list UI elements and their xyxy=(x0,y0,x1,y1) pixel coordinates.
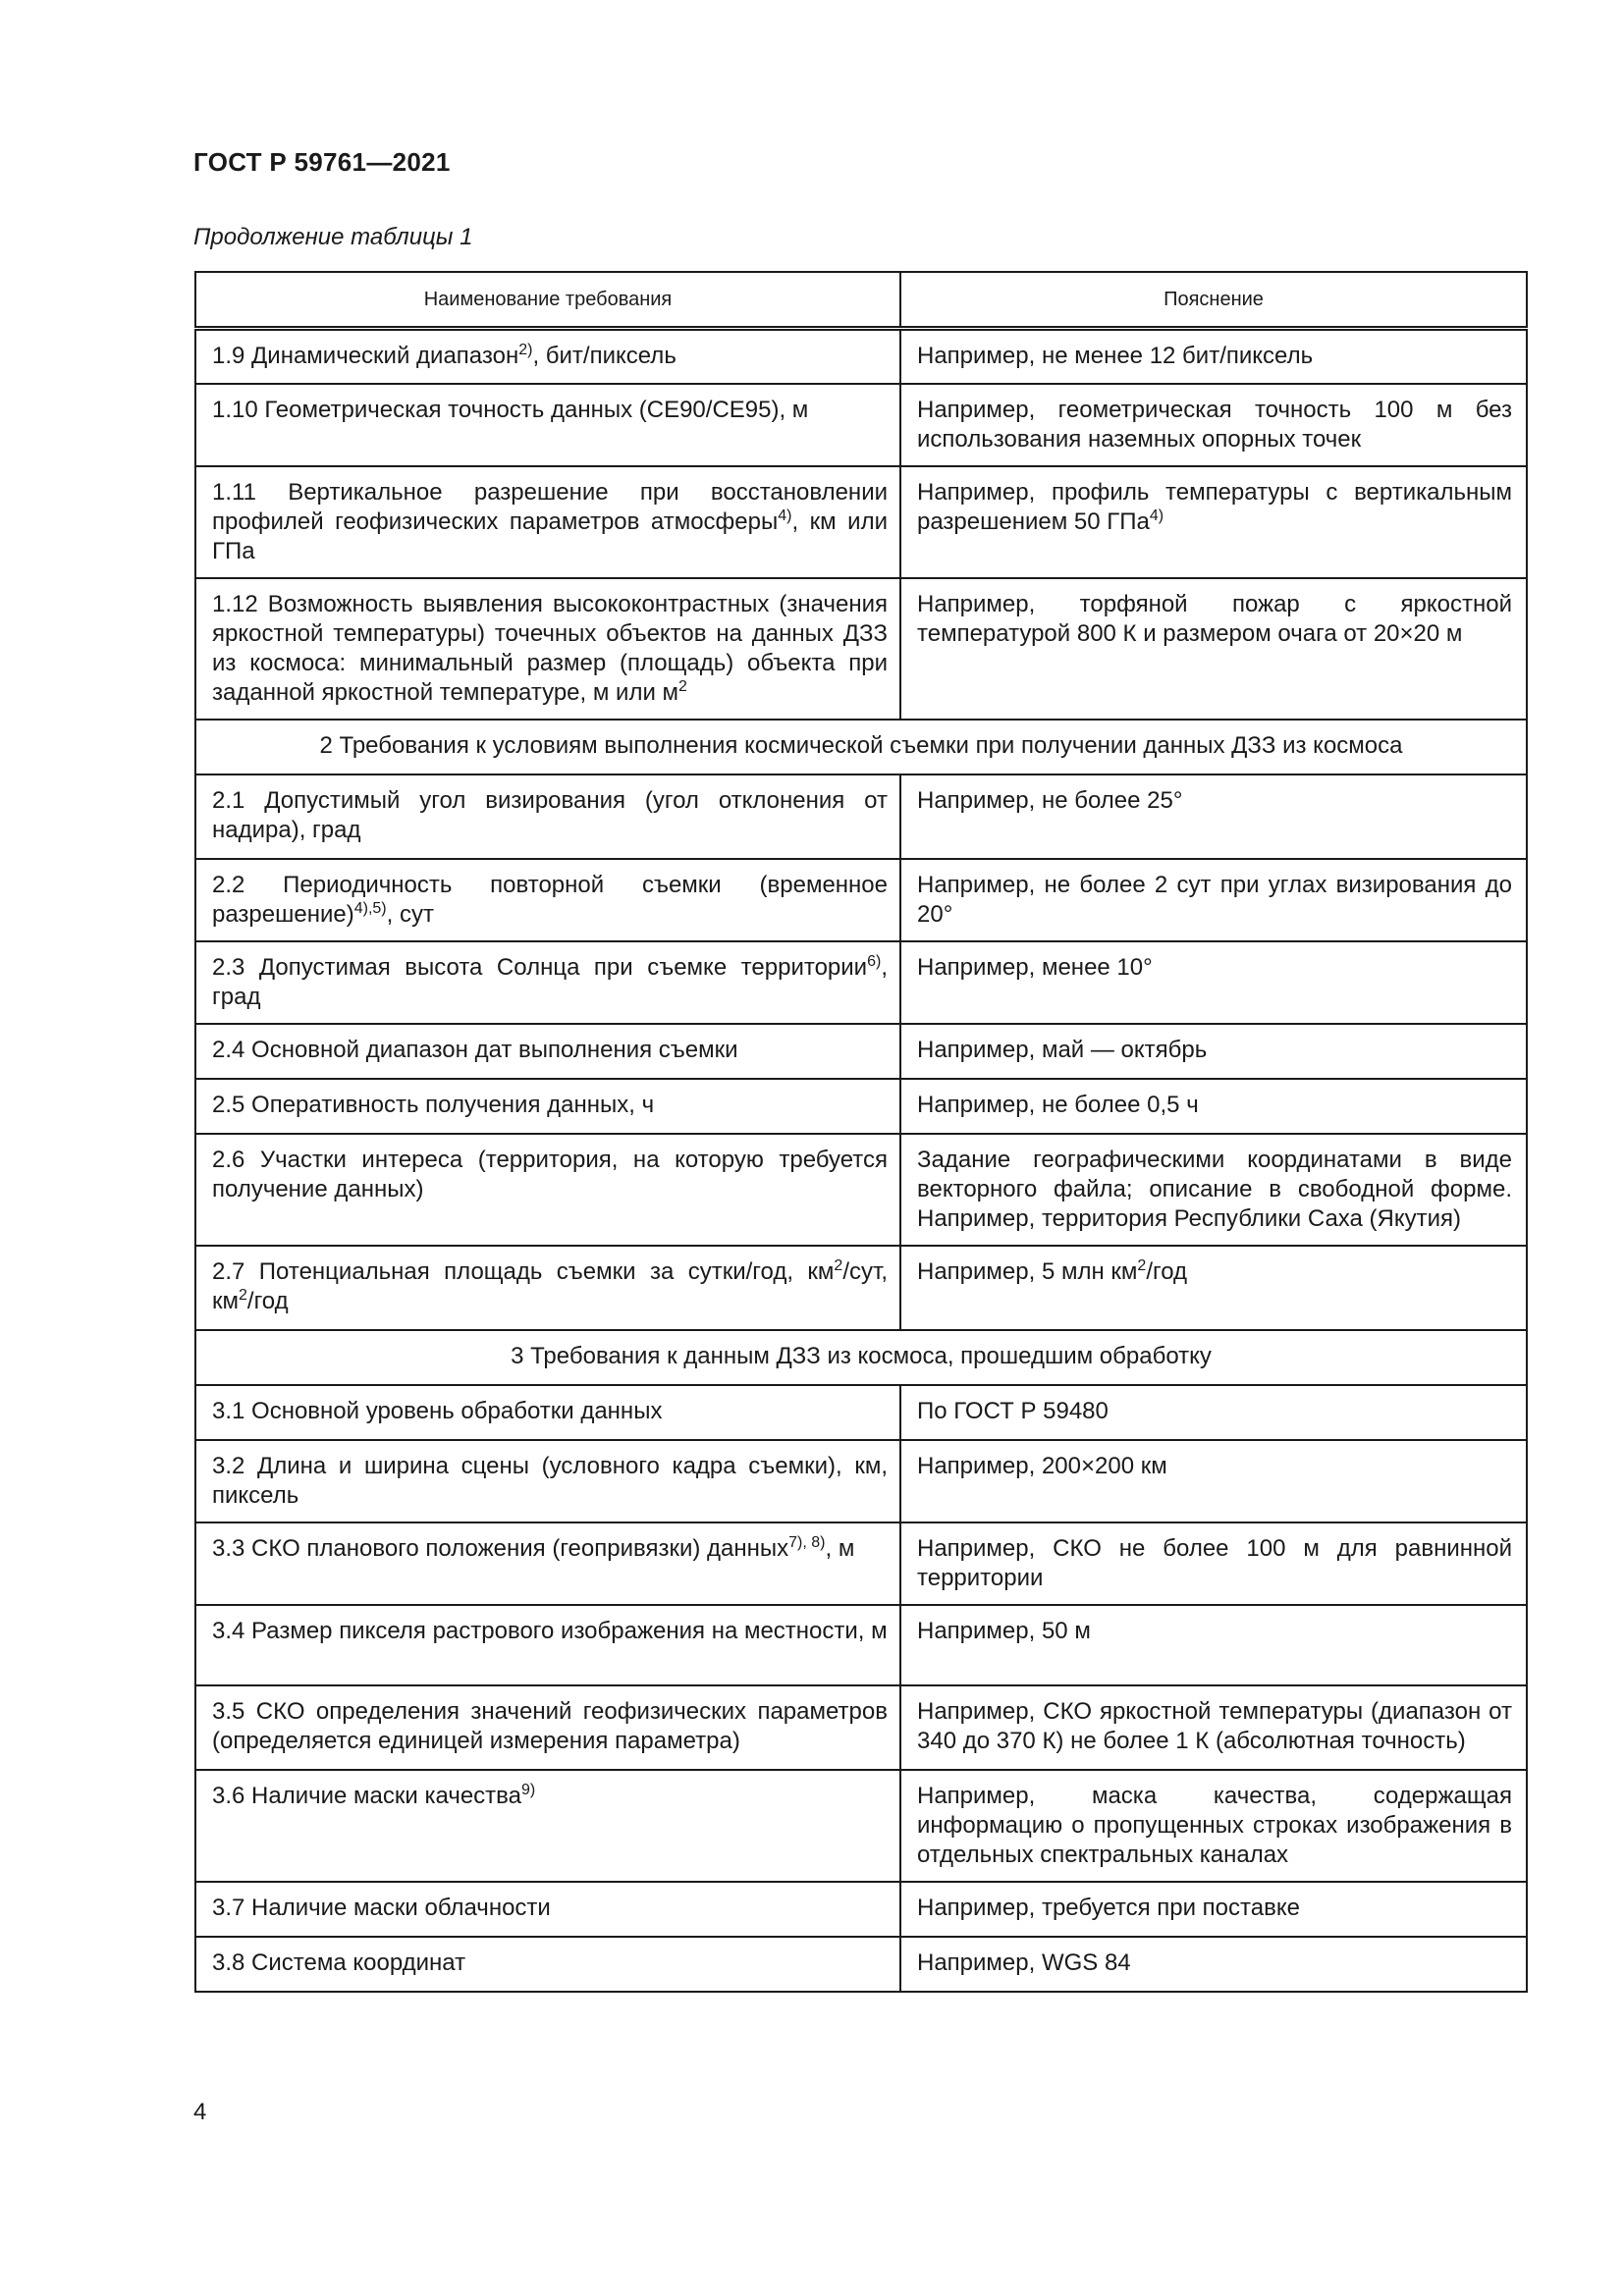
cell-text: Например, не более 0,5 ч xyxy=(917,1091,1199,1118)
table-row xyxy=(195,1685,1527,1770)
cell-text: /год xyxy=(246,1287,289,1314)
cell-text: 3 Требования к данным ДЗЗ из космоса, прошедшим обработку xyxy=(511,1342,1212,1369)
column-header-explanation: Пояснение xyxy=(900,272,1527,329)
explanation-cell xyxy=(900,1024,1527,1079)
requirement-cell xyxy=(195,1440,900,1522)
table-header-row xyxy=(195,272,1527,329)
cell-text: , град xyxy=(212,953,888,1010)
explanation-cell xyxy=(900,1522,1527,1605)
footnote-ref: 4) xyxy=(1149,507,1164,524)
table-row xyxy=(195,941,1527,1024)
cell-text: Например, 5 млн км xyxy=(917,1257,1138,1285)
cell-text: 1.9 Динамический диапазон xyxy=(212,343,519,369)
page-number: 4 xyxy=(193,2099,207,2125)
table-row xyxy=(195,1385,1527,1440)
footnote-ref: 2 xyxy=(678,677,687,695)
table-row xyxy=(195,384,1527,466)
explanation-cell xyxy=(900,1246,1527,1330)
explanation-cell xyxy=(900,1385,1527,1440)
cell-text: 3.4 Размер пикселя растрового изображения на местности, м xyxy=(212,1617,888,1644)
requirement-cell xyxy=(195,1134,900,1246)
explanation-cell xyxy=(900,859,1527,941)
cell-text: Например, торфяной пожар с яркостной температурой 800 К и размером очага от 20×20 м xyxy=(917,590,1512,647)
table-row xyxy=(195,1522,1527,1605)
explanation-cell xyxy=(900,1134,1527,1246)
table-row xyxy=(195,578,1527,720)
cell-text: Например, 200×200 км xyxy=(917,1452,1167,1479)
requirement-cell xyxy=(195,1770,900,1882)
cell-text: 3.3 СКО планового положения (геопривязки) данных xyxy=(212,1534,789,1562)
explanation-cell xyxy=(900,1937,1527,1992)
cell-text: , сут xyxy=(386,900,434,928)
cell-text: 2.7 Потенциальная площадь съемки за сутки/год, км xyxy=(212,1257,835,1285)
cell-text: 3.7 Наличие маски облачности xyxy=(212,1894,551,1921)
requirement-cell xyxy=(195,859,900,941)
cell-text: По ГОСТ Р 59480 xyxy=(917,1397,1109,1424)
requirement-cell xyxy=(195,578,900,720)
cell-text: Например, не менее 12 бит/пиксель xyxy=(917,343,1314,369)
requirement-cell xyxy=(195,1079,900,1134)
cell-text: Например, СКО не более 100 м для равнинной территории xyxy=(917,1534,1512,1591)
cell-text: /сут, км xyxy=(212,1257,888,1314)
section-row xyxy=(195,1330,1527,1385)
table-row xyxy=(195,1882,1527,1937)
table-body xyxy=(195,329,1527,1992)
requirements-table xyxy=(194,271,1528,1993)
table-row xyxy=(195,466,1527,578)
cell-text: 3.2 Длина и ширина сцены (условного кадра съемки), км, пиксель xyxy=(212,1452,888,1509)
document-code: ГОСТ Р 59761—2021 xyxy=(193,147,451,177)
explanation-cell xyxy=(900,1605,1527,1685)
explanation-cell xyxy=(900,1440,1527,1522)
cell-text: 3.1 Основной уровень обработки данных xyxy=(212,1397,663,1424)
footnote-ref: 6) xyxy=(867,952,882,970)
requirement-cell xyxy=(195,1522,900,1605)
requirement-cell xyxy=(195,1937,900,1992)
footnote-ref: 9) xyxy=(521,1781,536,1798)
footnote-ref: 2 xyxy=(1137,1256,1147,1274)
column-header-requirement: Наименование требования xyxy=(195,272,900,329)
cell-text: Например, не более 25° xyxy=(917,786,1183,814)
requirement-cell xyxy=(195,1605,900,1685)
requirement-cell xyxy=(195,774,900,859)
footnote-ref: 4) xyxy=(778,507,792,524)
cell-text: Например, менее 10° xyxy=(917,953,1153,981)
cell-text: 3.5 СКО определения значений геофизических параметров (определяется единицей измерения параметра) xyxy=(212,1697,888,1754)
explanation-cell xyxy=(900,774,1527,859)
cell-text: 2.2 Периодичность повторной съемки (временное разрешение) xyxy=(212,871,888,928)
requirement-cell xyxy=(195,1385,900,1440)
table-row xyxy=(195,774,1527,859)
table-row xyxy=(195,1079,1527,1134)
cell-text: Например, май — октябрь xyxy=(917,1036,1208,1063)
cell-text: , км или ГПа xyxy=(212,507,888,564)
footnote-ref: 2 xyxy=(239,1286,247,1304)
requirement-cell xyxy=(195,1024,900,1079)
table-row xyxy=(195,1937,1527,1992)
cell-text: /год xyxy=(1146,1257,1188,1285)
cell-text: 2 Требования к условиям выполнения космической съемки при получении данных ДЗЗ из космоса xyxy=(319,731,1403,759)
explanation-cell xyxy=(900,578,1527,720)
footnote-ref: 2) xyxy=(518,342,533,358)
cell-text: 1.11 Вертикальное разрешение при восстановлении профилей геофизических параметров атмосферы xyxy=(212,478,888,535)
table-row xyxy=(195,1134,1527,1246)
requirement-cell xyxy=(195,466,900,578)
table-row xyxy=(195,1605,1527,1685)
section-row xyxy=(195,720,1527,774)
table-row xyxy=(195,1246,1527,1330)
explanation-cell xyxy=(900,329,1527,384)
requirement-cell xyxy=(195,1246,900,1330)
explanation-cell xyxy=(900,941,1527,1024)
requirement-cell xyxy=(195,329,900,384)
explanation-cell xyxy=(900,384,1527,466)
cell-text: , м xyxy=(825,1534,855,1562)
cell-text: Например, маска качества, содержащая информацию о пропущенных строках изображения в отдельных спектральных каналах xyxy=(917,1782,1512,1868)
explanation-cell xyxy=(900,466,1527,578)
table-row xyxy=(195,1440,1527,1522)
cell-text: Например, геометрическая точность 100 м без использования наземных опорных точек xyxy=(917,396,1512,453)
requirement-cell xyxy=(195,1685,900,1770)
section-heading xyxy=(195,720,1527,774)
cell-text: 1.12 Возможность выявления высококонтрастных (значения яркостной температуры) точечных объектов на данных ДЗЗ из космоса: минимальный размер (площадь) объекта при заданной яркостной температуре, м или м xyxy=(212,590,888,706)
requirement-cell xyxy=(195,941,900,1024)
cell-text: 3.8 Система координат xyxy=(212,1949,466,1976)
cell-text: Задание географическими координатами в виде векторного файла; описание в свободной форме. Например, территория Республики Саха (Якутия) xyxy=(917,1146,1512,1232)
table-row xyxy=(195,1024,1527,1079)
cell-text: 2.3 Допустимая высота Солнца при съемке территории xyxy=(212,953,868,981)
table-row xyxy=(195,859,1527,941)
cell-text: 1.10 Геометрическая точность данных (CE90/CE95), м xyxy=(212,396,809,423)
explanation-cell xyxy=(900,1882,1527,1937)
cell-text: 2.4 Основной диапазон дат выполнения съемки xyxy=(212,1036,738,1063)
section-heading xyxy=(195,1330,1527,1385)
table-caption: Продолжение таблицы 1 xyxy=(193,224,473,250)
requirement-cell xyxy=(195,384,900,466)
cell-text: 3.6 Наличие маски качества xyxy=(212,1782,521,1809)
cell-text: Например, 50 м xyxy=(917,1617,1091,1644)
footnote-ref: 4),5) xyxy=(353,899,387,917)
cell-text: 2.5 Оперативность получения данных, ч xyxy=(212,1091,655,1118)
requirement-cell xyxy=(195,1882,900,1937)
cell-text: 2.1 Допустимый угол визирования (угол отклонения от надира), град xyxy=(212,786,888,843)
cell-text: 2.6 Участки интереса (территория, на которую требуется получение данных) xyxy=(212,1146,888,1202)
table-row xyxy=(195,329,1527,384)
explanation-cell xyxy=(900,1079,1527,1134)
explanation-cell xyxy=(900,1685,1527,1770)
footnote-ref: 7), 8) xyxy=(788,1533,826,1551)
explanation-cell xyxy=(900,1770,1527,1882)
footnote-ref: 2 xyxy=(834,1256,843,1274)
cell-text: Например, WGS 84 xyxy=(917,1949,1131,1976)
cell-text: Например, не более 2 сут при углах визирования до 20° xyxy=(917,871,1512,928)
cell-text: , бит/пиксель xyxy=(532,343,677,369)
table-row xyxy=(195,1770,1527,1882)
cell-text: Например, СКО яркостной температуры (диапазон от 340 до 370 К) не более 1 К (абсолютная точность) xyxy=(917,1697,1512,1754)
cell-text: Например, требуется при поставке xyxy=(917,1894,1300,1921)
cell-text: Например, профиль температуры с вертикальным разрешением 50 ГПа xyxy=(917,478,1512,535)
